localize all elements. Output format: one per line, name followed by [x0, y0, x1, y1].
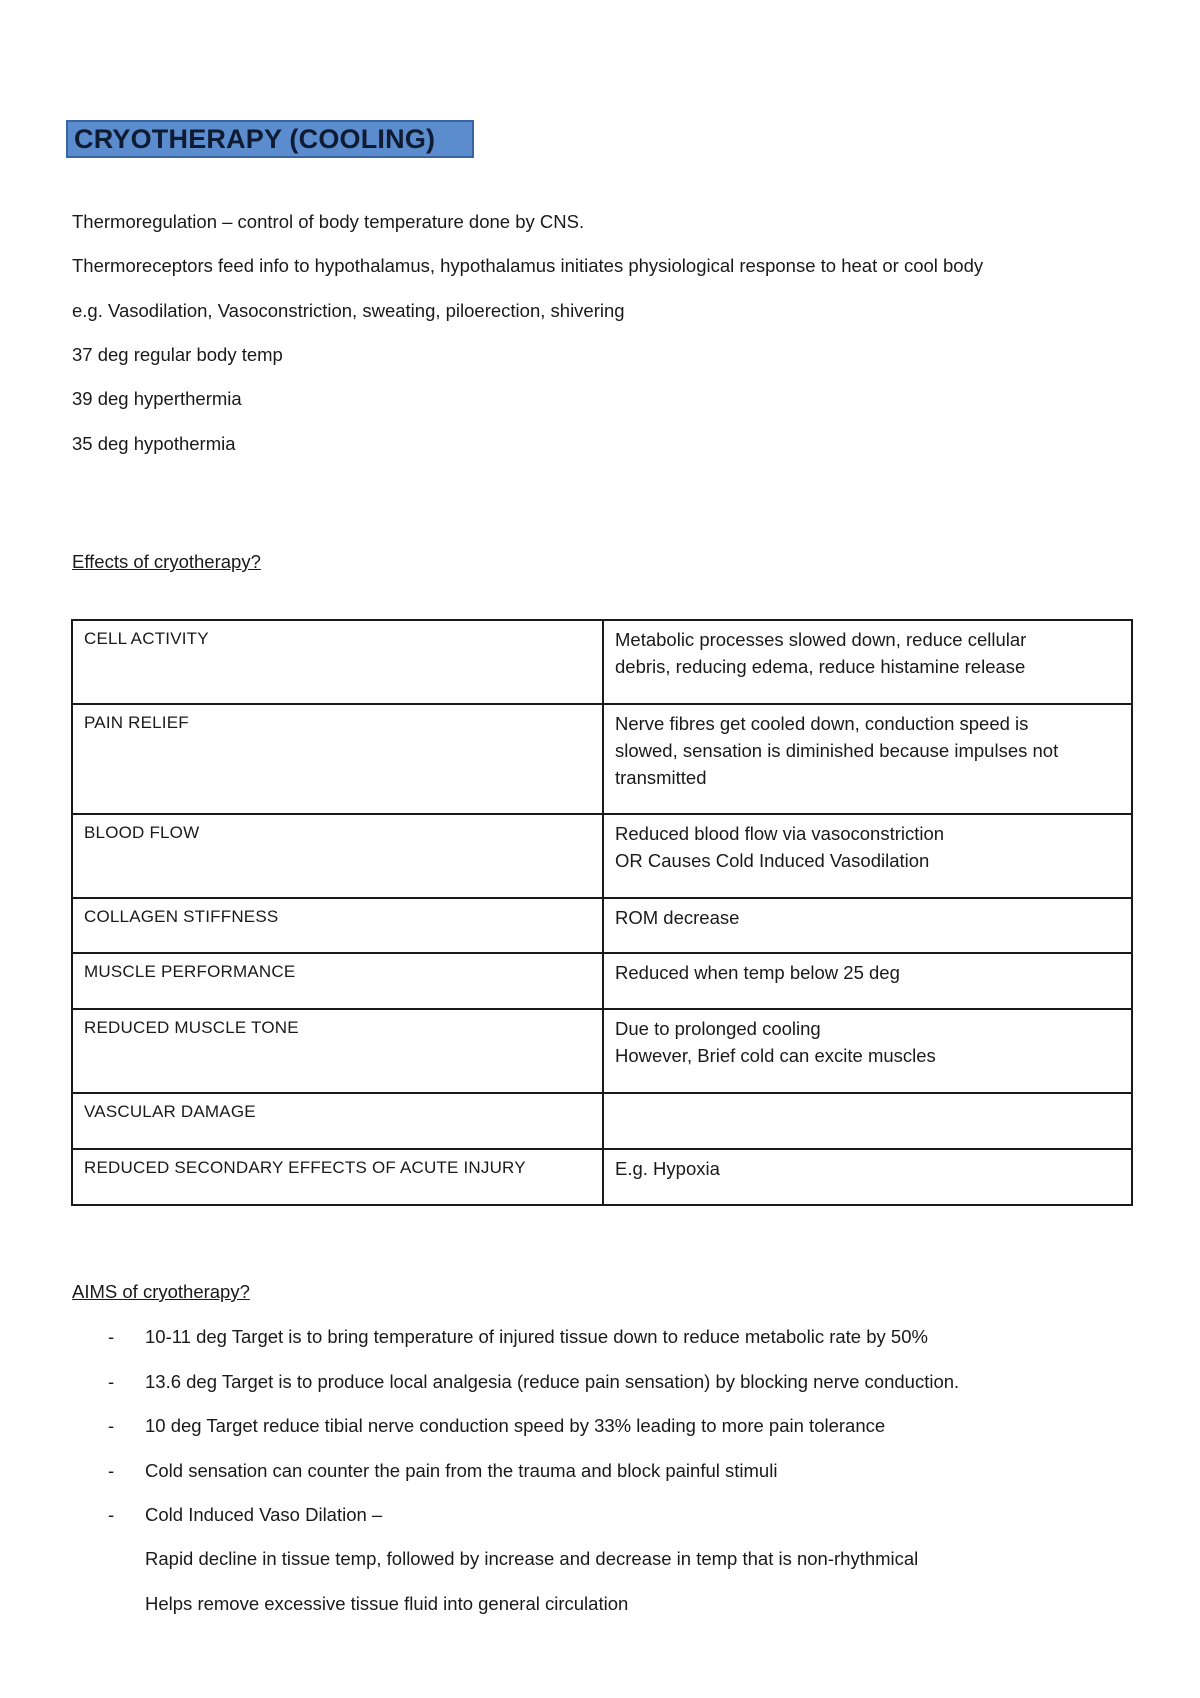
- effect-label: CELL ACTIVITY: [72, 620, 603, 704]
- effect-description-line: Nerve fibres get cooled down, conduction speed is: [615, 713, 1029, 734]
- effect-description-line: However, Brief cold can excite muscles: [615, 1045, 936, 1066]
- effect-description-line: debris, reducing edema, reduce histamine release: [615, 656, 1026, 677]
- bullet-marker: -: [108, 1504, 115, 1525]
- intro-line-examples: e.g. Vasodilation, Vasoconstriction, sweating, piloerection, shivering: [72, 300, 625, 321]
- effect-description: [603, 620, 1132, 704]
- intro-line-hyperthermia: 39 deg hyperthermia: [72, 388, 242, 409]
- intro-line-hypothermia: 35 deg hypothermia: [72, 433, 236, 454]
- table-row: [72, 898, 1132, 953]
- effects-table: [71, 619, 1133, 1206]
- document-title-box: [66, 120, 474, 158]
- table-row: [72, 1093, 1132, 1149]
- effect-label: PAIN RELIEF: [72, 704, 603, 814]
- effect-description: [603, 1093, 1132, 1149]
- effect-label: BLOOD FLOW: [72, 814, 603, 898]
- effect-description-line: OR Causes Cold Induced Vasodilation: [615, 850, 930, 871]
- aim-continuation-line: Helps remove excessive tissue fluid into general circulation: [145, 1593, 629, 1614]
- aim-continuation-line: Rapid decline in tissue temp, followed by increase and decrease in temp that is non-rhythmical: [145, 1548, 919, 1569]
- aim-item: Cold sensation can counter the pain from the trauma and block painful stimuli: [145, 1460, 778, 1481]
- bullet-marker: -: [108, 1371, 115, 1392]
- bullet-marker: -: [108, 1460, 115, 1481]
- effect-description: [603, 898, 1132, 953]
- intro-line-regular-temp: 37 deg regular body temp: [72, 344, 283, 365]
- aims-heading: AIMS of cryotherapy?: [72, 1281, 250, 1302]
- effect-label: COLLAGEN STIFFNESS: [72, 898, 603, 953]
- table-row: [72, 1009, 1132, 1093]
- effect-description-line: Due to prolonged cooling: [615, 1018, 821, 1039]
- table-row: [72, 1149, 1132, 1205]
- effect-label: REDUCED MUSCLE TONE: [72, 1009, 603, 1093]
- effect-description: [603, 704, 1132, 814]
- table-row: [72, 704, 1132, 814]
- effects-heading: Effects of cryotherapy?: [72, 551, 261, 572]
- effect-description: [603, 1149, 1132, 1205]
- effect-description-line: Reduced blood flow via vasoconstriction: [615, 823, 945, 844]
- aim-item: 13.6 deg Target is to produce local analgesia (reduce pain sensation) by blocking nerve conduction.: [145, 1371, 960, 1392]
- table-row: [72, 814, 1132, 898]
- effect-description-line: Reduced when temp below 25 deg: [615, 962, 900, 983]
- effect-description-line: ROM decrease: [615, 907, 740, 928]
- intro-line-thermoreceptors: Thermoreceptors feed info to hypothalamus, hypothalamus initiates physiological response to heat or cool body: [72, 255, 984, 276]
- table-row: [72, 620, 1132, 704]
- document-title: CRYOTHERAPY (COOLING): [74, 123, 436, 154]
- effect-description-line: Metabolic processes slowed down, reduce cellular: [615, 629, 1027, 650]
- table-row: [72, 953, 1132, 1009]
- effect-label: VASCULAR DAMAGE: [72, 1093, 603, 1149]
- effect-description-line: transmitted: [615, 767, 707, 788]
- aim-item: 10 deg Target reduce tibial nerve conduction speed by 33% leading to more pain tolerance: [145, 1415, 886, 1436]
- effect-label: MUSCLE PERFORMANCE: [72, 953, 603, 1009]
- aim-item: 10-11 deg Target is to bring temperature of injured tissue down to reduce metabolic rate by 50%: [145, 1326, 928, 1347]
- effect-description: [603, 953, 1132, 1009]
- effect-description-line: slowed, sensation is diminished because impulses not: [615, 740, 1059, 761]
- effect-description: [603, 814, 1132, 898]
- aim-item: Cold Induced Vaso Dilation –: [145, 1504, 383, 1525]
- effect-description: [603, 1009, 1132, 1093]
- bullet-marker: -: [108, 1326, 115, 1347]
- effect-description-line: E.g. Hypoxia: [615, 1158, 720, 1179]
- intro-line-thermoregulation: Thermoregulation – control of body temperature done by CNS.: [72, 211, 585, 232]
- bullet-marker: -: [108, 1415, 115, 1436]
- effect-label: REDUCED SECONDARY EFFECTS OF ACUTE INJURY: [72, 1149, 603, 1205]
